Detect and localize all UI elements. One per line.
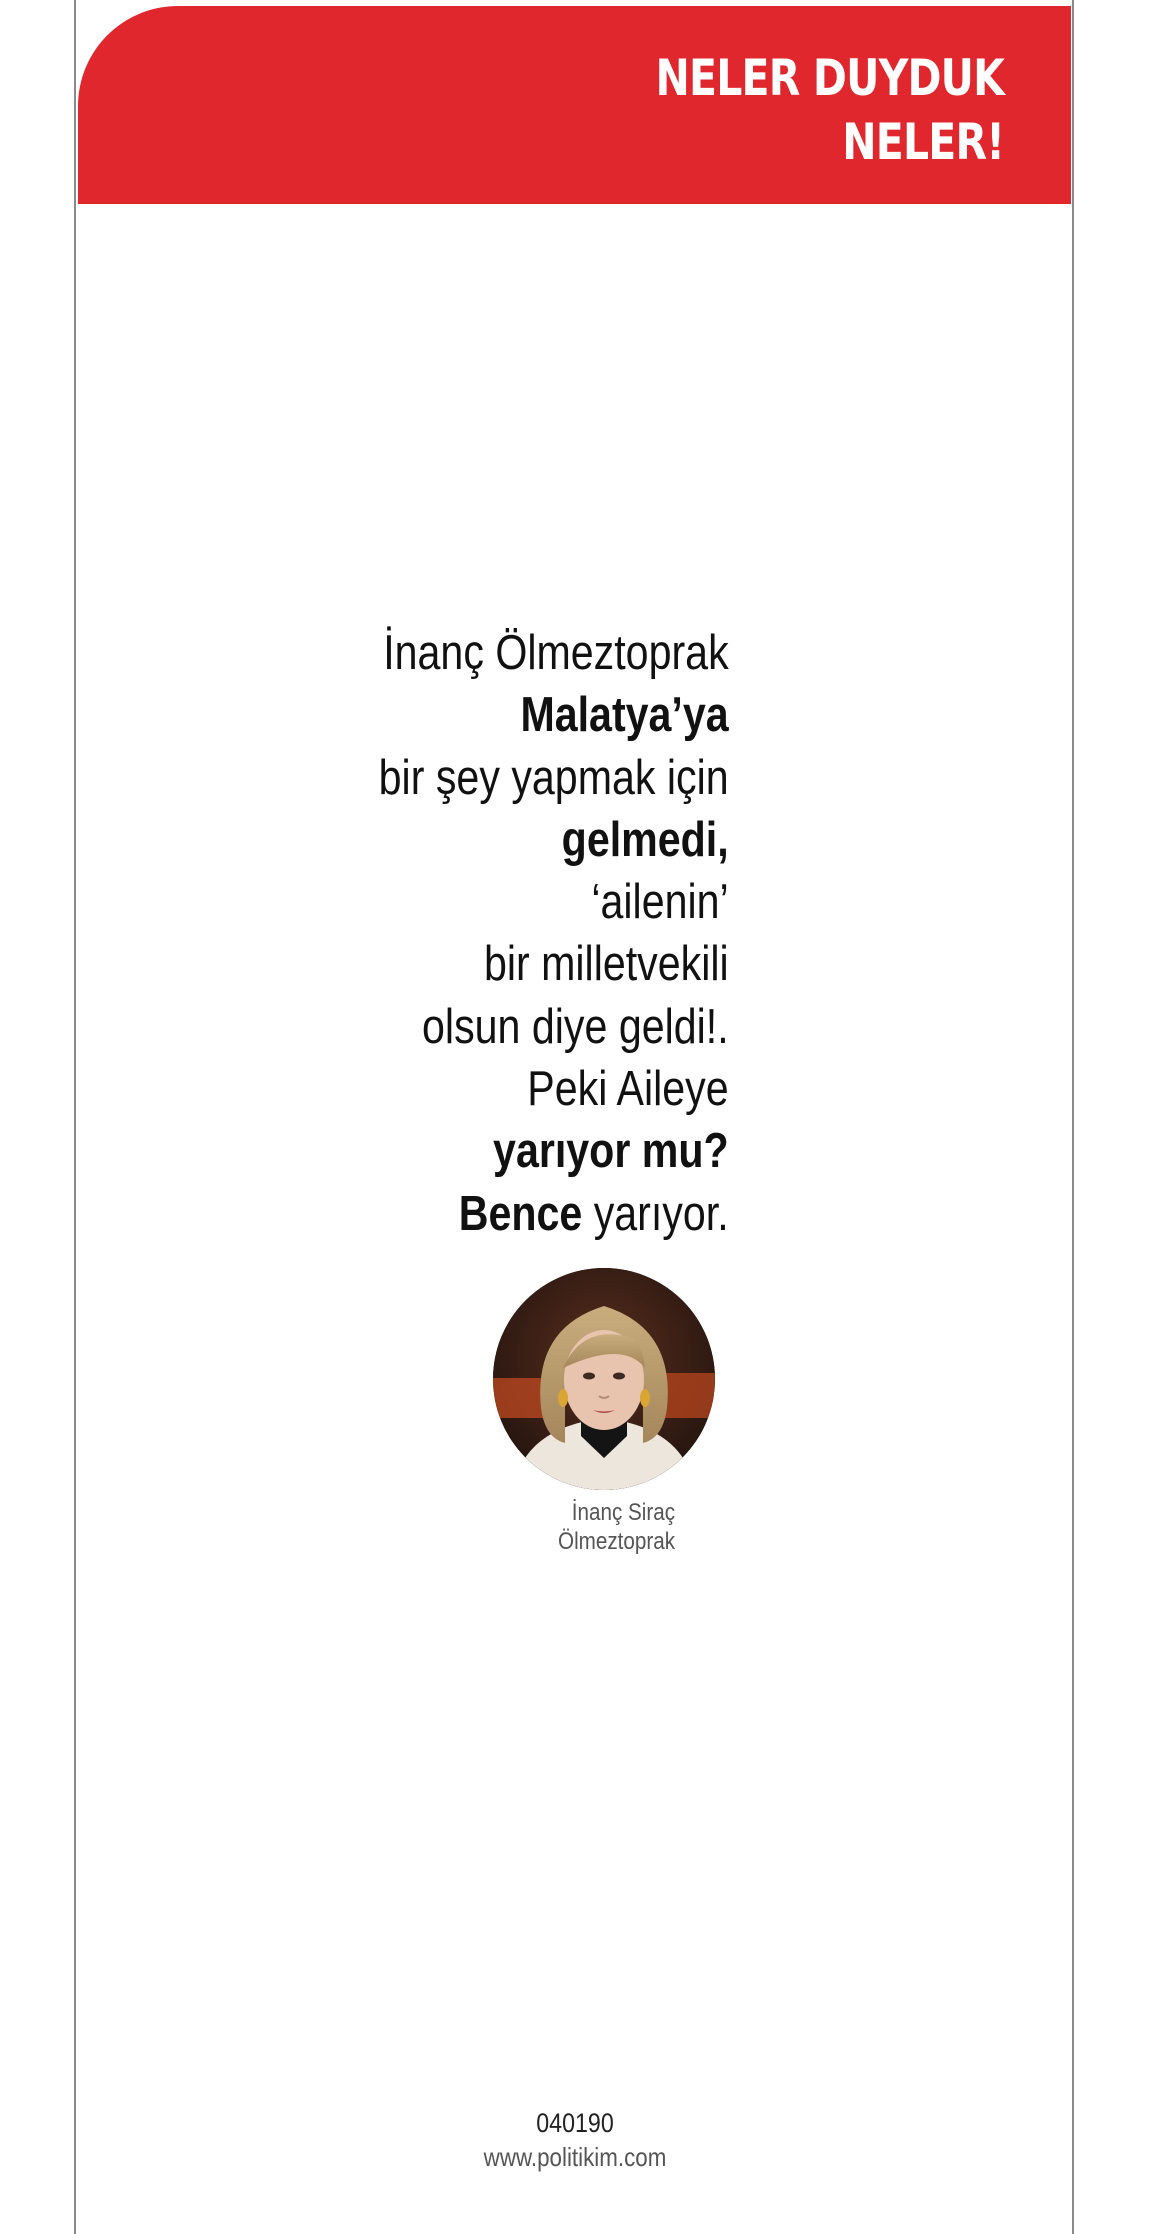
quote-bold-text: gelmedi, [562,812,729,867]
quote-block [312,622,729,1245]
header-banner [78,6,1071,204]
portrait-illustration [493,1268,715,1490]
quote-bold-text: yarıyor mu? [493,1124,729,1179]
quote-line [379,1120,729,1182]
quote-line [379,1183,729,1245]
quote-line [379,809,729,871]
header-title-line1: NELER DUYDUK [655,49,1004,107]
footer [0,2106,1150,2174]
quote-line: bir şey yapmak için [379,750,729,805]
quote-line: olsun diye geldi!. [422,999,729,1054]
caption-line: Ölmeztoprak [557,1528,675,1555]
person-portrait-icon [493,1268,715,1490]
quote-bold-text: Malatya’ya [520,688,729,743]
quote-line: Peki Aileye [527,1062,729,1117]
quote-regular-text: yarıyor. [582,1186,729,1241]
header-title [655,46,1004,174]
header-title-line2: NELER! [842,113,1004,171]
quote-line: bir milletvekili [484,937,729,992]
footer-url[interactable]: www.politikim.com [483,2142,667,2172]
footer-code: 040190 [536,2108,614,2138]
quote-line [379,684,729,746]
portrait-caption [539,1498,675,1556]
caption-line: İnanç Siraç [571,1499,675,1526]
quote-bold-text: Bence [459,1186,583,1241]
quote-line: ‘ailenin’ [591,875,729,930]
quote-line: İnanç Ölmeztoprak [383,626,729,680]
